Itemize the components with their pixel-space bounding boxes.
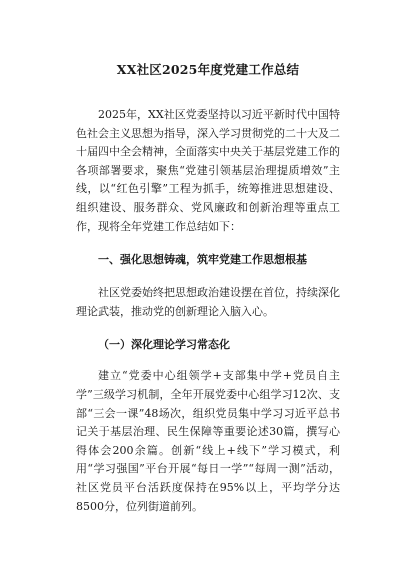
section-1-paragraph: 社区党委始终把思想政治建设摆在首位，持续深化理论武装，推动党的创新理论入脑入心。 — [76, 286, 340, 318]
intro-paragraph: 2025年，XX社区党委坚持以习近平新时代中国特色社会主义思想为指导，深入学习贯彻党的二十大及二十届四中全会精神，全面落实中央关于基层党建工作的各项部署要求，聚焦“党建引领基层治理提质增效”主线，以“红色引擎”工程为抓手，统筹推进思想建设、组织建设、服务群众、党风廉政和创新治理等重点工作，现将全年党建工作总结如下： — [76, 108, 340, 233]
section-heading-1: 一、强化思想铸魂，筑牢党建工作思想根基 — [98, 253, 307, 267]
subsection-1-paragraph: 建立“党委中心组领学+支部集中学+党员自主学”三级学习机制，全年开展党委中心组学习12次、支部“三会一课”48场次，组织党员集中学习习近平总书记关于基层治理、民生保障等重要论述30篇，撰写心得体会200余篇。创新“线上+线下”学习模式，利用“学习强国”平台开展“每日一学”“每周一测”活动，社区党员平台活跃度保持在95%以上，平均学分达8500分，位列街道前列。 — [76, 369, 340, 513]
document-title: XX社区2025年度党建工作总结 — [116, 62, 300, 77]
subsection-heading-1: （一）深化理论学习常态化 — [98, 338, 230, 352]
